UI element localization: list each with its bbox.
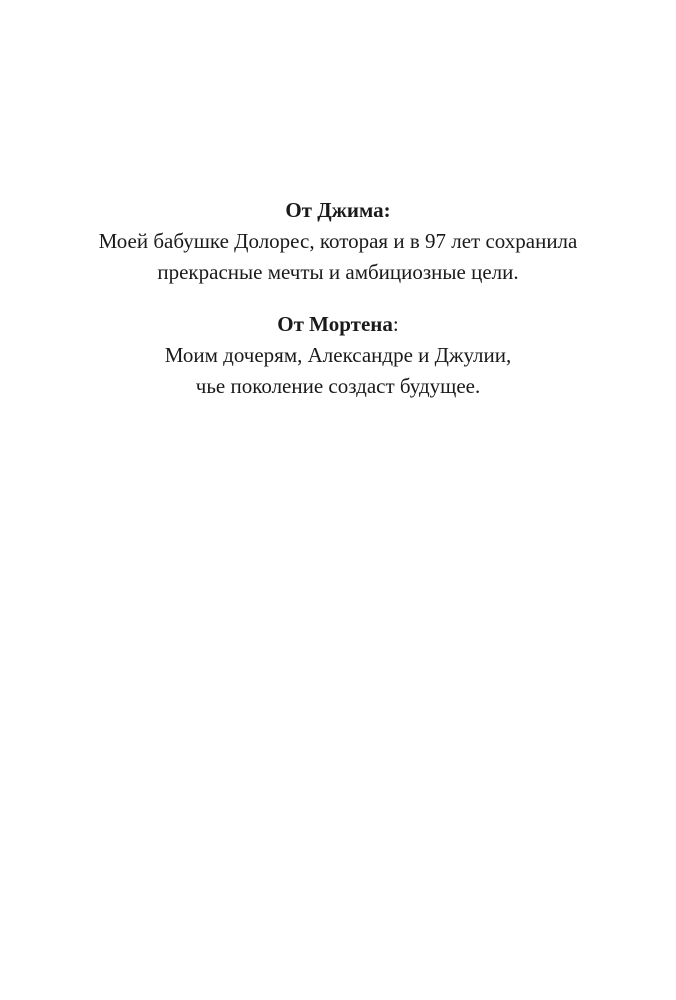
dedication-line: Моей бабушке Долорес, которая и в 97 лет сохранила [98,229,578,253]
heading-colon: : [392,312,399,336]
dedication-line: чье поколение создаст будущее. [195,374,481,398]
dedication-heading [0,308,676,340]
dedication-author: От Джима [285,198,384,222]
dedication-line: Моим дочерям, Александре и Джулии, [164,343,512,367]
dedication-author: От Мортена [277,312,393,336]
heading-colon: : [383,198,391,222]
dedication-page [0,194,676,402]
dedication-heading [0,194,676,226]
dedication-from-morten [0,308,676,402]
dedication-from-jim [0,194,676,288]
dedication-line: прекрасные мечты и амбициозные цели. [157,260,519,284]
